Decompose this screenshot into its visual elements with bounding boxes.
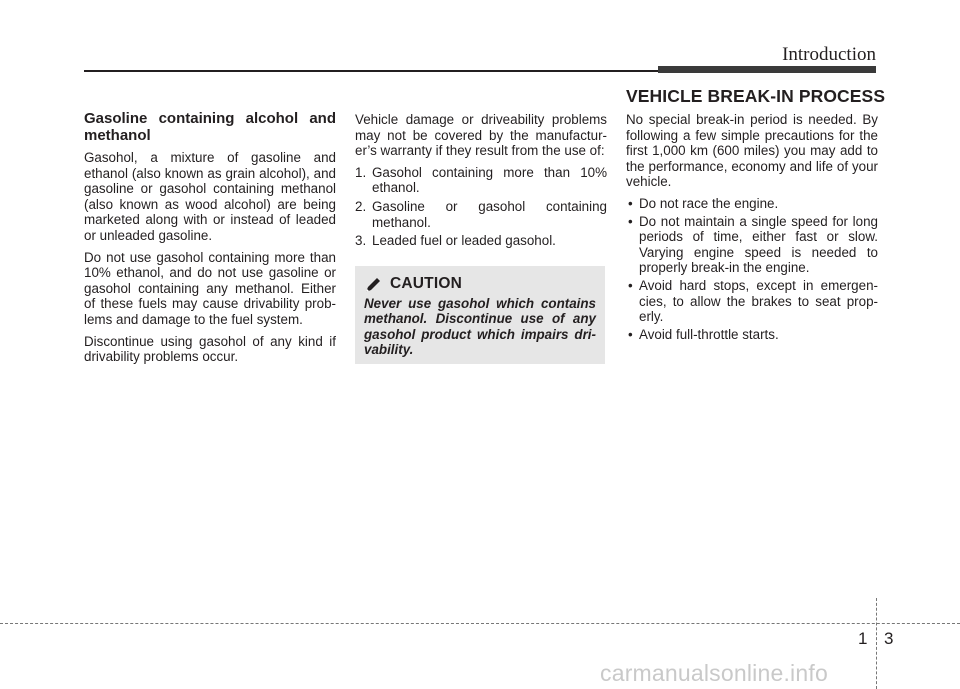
list-item: [355, 165, 607, 196]
list-text: Gasohol containing more than 10% ethanol.: [372, 164, 607, 196]
list-text: Gasoline or gasohol containing methanol.: [372, 198, 607, 230]
paragraph: Do not use gasohol containing more than 10% ethanol, and do not use gasoline or gasohol containing any methanol. Either of these fuels may cause drivability prob-lems and damage to the fuel system.: [84, 249, 336, 327]
subheading: Gasoline containing alcohol and methanol: [84, 110, 336, 144]
list-item: • Do not race the engine.: [626, 196, 878, 212]
list-text: Leaded fuel or leaded gasohol.: [372, 233, 556, 249]
watermark: carmanualsonline.info: [600, 660, 828, 686]
bullet-list: [626, 196, 878, 342]
paragraph: Vehicle damage or driveability problems may not be covered by the manufactur-er’s warranty if they result from the use of:: [355, 112, 607, 159]
caution-box: [355, 266, 605, 364]
footer-divider: [0, 623, 960, 624]
paragraph: Discontinue using gasohol of any kind if drivability problems occur.: [84, 333, 336, 365]
list-number: 2.: [355, 198, 367, 214]
list-item: • Avoid hard stops, except in emergen-cies, to allow the brakes to seat prop-erly.: [626, 278, 878, 325]
paragraph: Gasohol, a mixture of gasoline and ethanol (also known as grain alcohol), and gasoline or gasohol containing methanol (also known as wood alcohol) are being marketed along with or instead of leaded or unleaded gasoline.: [84, 150, 336, 243]
list-item: [355, 199, 607, 230]
pencil-warning-icon: [365, 276, 382, 293]
list-item: • Do not maintain a single speed for long periods of time, either fast or slow. Varying engine speed is needed to properly break-in the engine.: [626, 214, 878, 276]
left-column: [84, 110, 336, 371]
list-number: 3.: [355, 233, 367, 249]
caution-title: CAUTION: [390, 275, 463, 292]
main-heading: VEHICLE BREAK-IN PROCESS: [626, 86, 886, 106]
list-number: 1.: [355, 164, 367, 180]
middle-column: [355, 112, 607, 255]
header-accent-bar: [658, 66, 876, 73]
numbered-list: [355, 165, 607, 249]
paragraph: No special break-in period is needed. By following a few simple precautions for the first 1,000 km (600 miles) you may add to the performance, economy and life of your vehicle.: [626, 112, 878, 190]
chapter-number: 1: [858, 629, 868, 648]
footer-page-divider: [876, 598, 877, 689]
caution-text: Never use gasohol which contains methanol. Discontinue use of any gasohol product which impairs dri-vability.: [364, 296, 596, 358]
list-item: • Avoid full-throttle starts.: [626, 327, 878, 343]
section-title: Introduction: [782, 44, 876, 65]
caution-header: [365, 275, 462, 293]
page-number: 3: [884, 629, 894, 648]
right-column: [626, 112, 878, 344]
list-item: [355, 233, 607, 249]
